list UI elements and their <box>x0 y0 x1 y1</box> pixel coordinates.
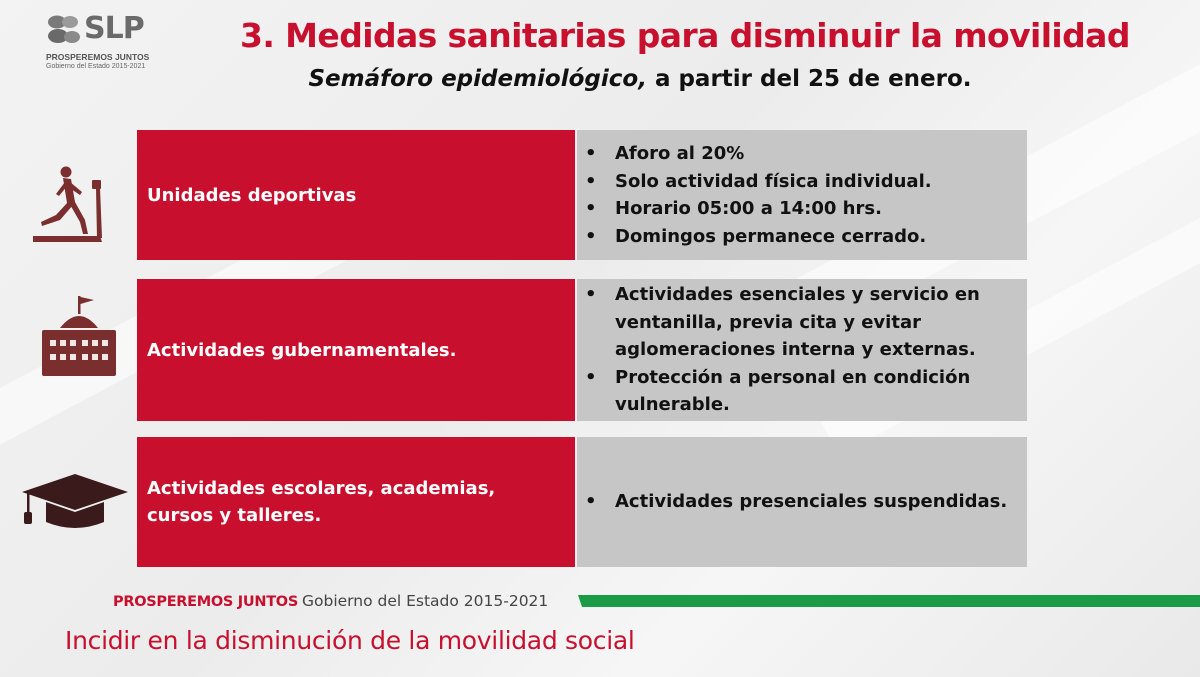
measure-row-sports <box>137 130 1027 260</box>
logo-subline: Gobierno del Estado 2015-2021 <box>46 63 146 70</box>
measure-details <box>575 130 1027 260</box>
subtitle-rest: a partir del 25 de enero. <box>646 66 972 92</box>
measure-list <box>577 281 1017 419</box>
subtitle-emphasis: Semáforo epidemiológico, <box>308 66 647 92</box>
measure-item: • Solo actividad física individual. <box>615 168 932 196</box>
footer-brand-name: PROSPEREMOS JUNTOS <box>113 594 298 610</box>
measure-category: Actividades escolares, academias, cursos y talleres. <box>137 437 575 567</box>
measure-category: Unidades deportivas <box>137 130 575 260</box>
measure-item: • Protección a personal en condición vulnerable. <box>615 364 1017 419</box>
footer-green-bar <box>578 595 1200 607</box>
treadmill-icon <box>30 162 114 246</box>
government-building-icon <box>38 294 120 380</box>
page-subtitle <box>0 66 1200 92</box>
measure-details <box>575 437 1027 567</box>
measure-item: • Actividades esenciales y servicio en ventanilla, previa cita y evitar aglomeraciones interna y externas. <box>615 281 1017 364</box>
logo-tagline: PROSPEREMOS JUNTOS <box>46 52 150 62</box>
footer-government: Gobierno del Estado 2015-2021 <box>301 592 549 610</box>
measure-item: • Horario 05:00 a 14:00 hrs. <box>615 195 932 223</box>
footer-message: Incidir en la disminución de la movilidad social <box>65 626 635 655</box>
measure-list <box>577 140 932 250</box>
measure-list <box>577 488 1007 516</box>
measure-row-government <box>137 279 1027 421</box>
page-title: 3. Medidas sanitarias para disminuir la movilidad <box>240 16 1130 55</box>
measure-item: • Actividades presenciales suspendidas. <box>615 488 1007 516</box>
measure-category: Actividades gubernamentales. <box>137 279 575 421</box>
graduation-cap-icon <box>20 472 130 532</box>
measure-details <box>575 279 1027 421</box>
footer-brand <box>113 591 548 610</box>
measure-item: • Domingos permanece cerrado. <box>615 223 932 251</box>
measure-item: • Aforo al 20% <box>615 140 932 168</box>
measure-row-schools <box>137 437 1027 567</box>
logo-text: SLP <box>84 11 144 46</box>
